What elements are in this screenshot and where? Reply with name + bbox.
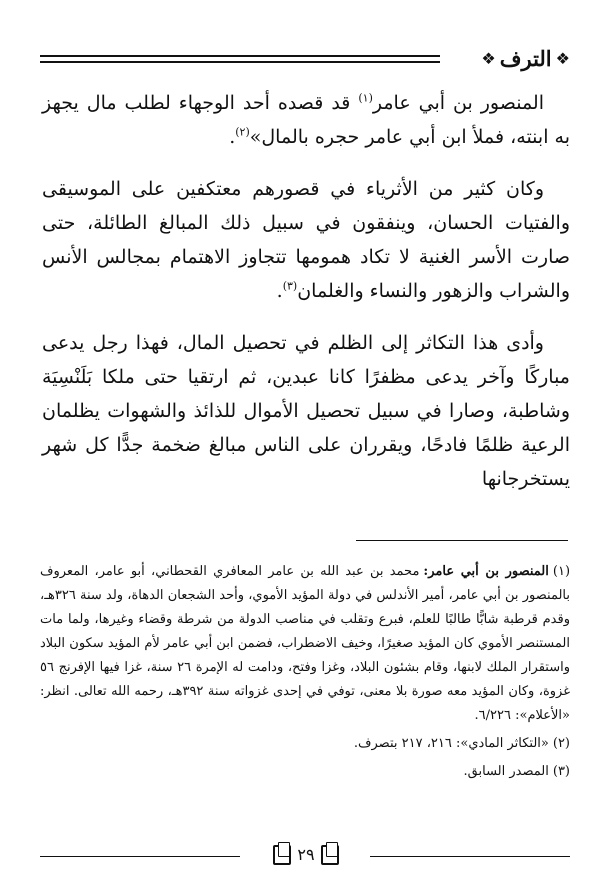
footnote-ref-2: (٢) (235, 125, 250, 139)
paragraph-1 (42, 86, 570, 154)
paragraph-1-text-c: . (229, 126, 236, 148)
paragraph-2 (42, 172, 570, 308)
ornament-left-icon: ❖ (481, 49, 496, 68)
footnote-ref-3: (٣) (282, 279, 298, 293)
footnote-2-text: «التكاثر المادي»: ٢١٦، ٢١٧ بتصرف. (353, 736, 549, 751)
footnote-2-number: (٢) (552, 736, 570, 751)
page-number: ٢٩ (297, 845, 315, 864)
running-header (40, 44, 570, 74)
paragraph-3-text: وأدى هذا التكاثر إلى الظلم في تحصيل المال، فهذا رجل يدعى مباركًا وآخر يدعى مظفرًا كانا عبدين، ثم ارتقيا حتى ملكا بَلَنْسِيَة وشاطبة، وصارا في سبيل تحصيل الأموال للذائذ والشهوات يظلمان الرعية ظلمًا فادحًا، ويقرران على الناس مبالغ ضخمة جدًّا كل شهر يستخرجانها (42, 332, 570, 490)
header-rule-bottom (40, 61, 440, 63)
footnote-3-text: المصدر السابق. (463, 764, 549, 779)
footnotes (40, 560, 570, 788)
footnote-1 (40, 560, 570, 728)
header-rule-top (40, 55, 440, 57)
paragraph-2-text-b: . (276, 280, 283, 302)
header-title-box (481, 44, 570, 74)
footnote-separator (356, 540, 568, 541)
book-right-icon (321, 845, 339, 865)
footnote-3-number: (٣) (552, 764, 570, 779)
paragraph-3 (42, 326, 570, 496)
footnote-1-text: محمد بن عبد الله بن عامر المعافري القحطاني، أبو عامر، المعروف بالمنصور بن أبي عامر، أمير الأندلس في دولة المؤيد الأموي، وأحد الشجعان الدهاة، ولد سنة ٣٢٦هـ، وقدم قرطبة شابًّا طالبًا للعلم، فبرع وتقلب في مناصب الدولة من شرطة وقضاء وغيرها، ولما مات المستنصر الأموي كان المؤيد صغيرًا، وخيف الاضطراب، فضمن ابن أبي عامر لأم المؤيد سكون البلاد واستقرار الملك لابنها، وقام بشئون البلاد، وغزا وفتح، ودامت له الإمرة ٢٦ سنة، غزا فيها الإفرنج ٥٦ غزوة، وكان المؤيد معه صورة بلا معنى، توفي في إحدى غزواته سنة ٣٩٢هـ، رحمه الله تعالى. انظر: «الأعلام»: ٦/٢٢٦. (40, 564, 570, 723)
page-footer (40, 840, 570, 870)
book-left-icon (273, 845, 291, 865)
paragraph-1-text-b: قد قصده أحد الوجهاء لطلب مال يجهز به ابنته، فملأ ابن أبي عامر حجره بالمال» (42, 92, 570, 148)
footnote-1-number: (١) (552, 564, 571, 579)
page-number-box (268, 842, 344, 868)
footnote-ref-1: (١) (358, 91, 373, 105)
footer-rule-left (40, 856, 240, 857)
paragraph-1-text-a: المنصور بن أبي عامر (372, 92, 544, 114)
main-text (42, 86, 570, 514)
running-title: الترف (499, 46, 552, 71)
footer-rule-right (370, 856, 570, 857)
footnote-3 (40, 760, 570, 784)
footnote-1-term: المنصور بن أبي عامر: (423, 564, 549, 579)
ornament-right-icon: ❖ (555, 49, 570, 68)
footnote-2 (40, 732, 570, 756)
paragraph-2-text-a: وكان كثير من الأثرياء في قصورهم معتكفين على الموسيقى والفتيات الحسان، وينفقون في سبيل ذلك المبالغ الطائلة، حتى صارت الأسر الغنية لا تكاد همومها تتجاوز الاهتمام بمجالس الأنس والشراب والزهور والنساء والغلمان (42, 178, 570, 302)
